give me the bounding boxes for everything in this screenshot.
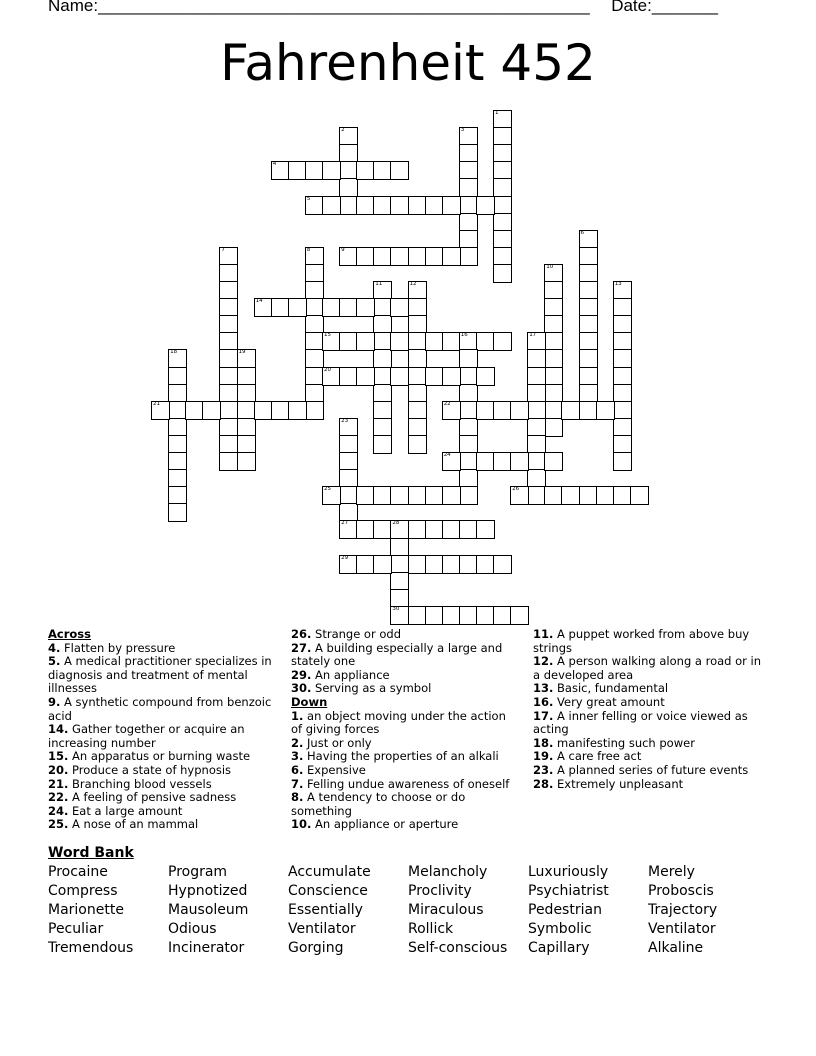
clue-text: A tendency to choose or do something	[291, 790, 466, 818]
clue-item	[533, 750, 769, 764]
clue-text: Strange or odd	[315, 627, 401, 641]
clue-item	[533, 737, 769, 751]
clue-item	[533, 764, 769, 778]
clue-number-label: 20.	[48, 762, 69, 777]
word-bank-word: Merely	[648, 864, 695, 880]
clue-item	[291, 818, 517, 832]
word-bank-word: Alkaline	[648, 940, 704, 956]
clue-number-label: 15.	[48, 749, 69, 764]
word-bank-word: Ventilator	[648, 921, 716, 937]
clue-number: 11	[375, 281, 383, 287]
clue-item	[48, 791, 274, 805]
clue-number: 26	[512, 486, 520, 493]
clue-number: 27	[341, 520, 349, 527]
clue-number: 8	[306, 246, 311, 253]
clue-number-label: 10.	[291, 817, 312, 832]
word-bank	[48, 863, 788, 958]
clue-item	[291, 791, 517, 818]
crossword-cell[interactable]	[476, 520, 495, 539]
clue-number-label: 28.	[533, 776, 554, 791]
clue-text: Just or only	[307, 735, 372, 750]
clue-item	[48, 723, 274, 750]
word-bank-word: Gorging	[288, 940, 344, 956]
crossword-cell[interactable]	[151, 401, 170, 420]
clue-item	[291, 628, 517, 642]
crossword-cell[interactable]	[596, 401, 615, 420]
down-clues-list	[291, 710, 517, 832]
date-blank[interactable]: _______	[651, 0, 719, 15]
word-bank-word: Ventilator	[288, 921, 356, 937]
crossword-cell[interactable]	[442, 196, 461, 215]
clue-number: 1	[495, 110, 499, 116]
clue-item	[533, 710, 769, 737]
clue-item	[48, 655, 274, 696]
word-bank-word: Symbolic	[528, 921, 592, 937]
word-bank-word: Miraculous	[408, 902, 484, 918]
clue-number: 7	[221, 246, 225, 253]
word-bank-word: Proboscis	[648, 883, 714, 899]
clue-item	[533, 682, 769, 696]
clue-item	[48, 750, 274, 764]
clue-number-label: 12.	[533, 654, 554, 669]
clue-item	[291, 642, 517, 669]
across-clues-list	[48, 642, 274, 832]
clue-text: Branching blood vessels	[72, 776, 212, 791]
crossword-cell[interactable]	[408, 435, 427, 454]
clue-number-label: 7.	[291, 776, 304, 791]
clue-number: 23	[341, 417, 349, 424]
clue-text: A medical practitioner specializes in diagnosis and treatment of mental illnesses	[48, 654, 272, 696]
clue-number-label: 30.	[291, 681, 312, 696]
clue-text: An apparatus or burning waste	[72, 749, 251, 764]
crossword-cell[interactable]	[390, 332, 409, 351]
crossword-cell[interactable]	[288, 401, 307, 420]
puzzle-title: Fahrenheit 452	[220, 34, 596, 92]
clue-text: Expensive	[307, 762, 366, 777]
clue-number-label: 29.	[291, 667, 312, 682]
clue-text: A person walking along a road or in a developed area	[533, 654, 762, 682]
clue-number-label: 6.	[291, 762, 304, 777]
crossword-cell[interactable]	[544, 452, 563, 471]
clue-number: 5	[306, 195, 311, 202]
clue-number-label: 18.	[533, 735, 554, 750]
clue-number: 16	[460, 332, 468, 339]
clue-text: A building especially a large and stately one	[291, 640, 503, 669]
word-bank-word: Procaine	[48, 864, 108, 880]
clue-item	[48, 805, 274, 819]
clue-text: A inner felling or voice viewed as acting	[533, 708, 748, 737]
clue-text: an object moving under the action of giving forces	[291, 708, 506, 737]
crossword-cell[interactable]	[390, 367, 409, 386]
clue-item	[291, 682, 517, 696]
clue-number-label: 17.	[533, 708, 554, 723]
clue-number: 2	[341, 127, 345, 134]
crossword-cell[interactable]	[356, 298, 375, 317]
clue-number: 24	[443, 452, 451, 458]
crossword-cell[interactable]	[168, 503, 187, 522]
clue-item	[291, 710, 517, 737]
clue-text: Flatten by pressure	[64, 640, 176, 655]
word-bank-word: Tremendous	[48, 940, 134, 956]
clue-item	[533, 778, 769, 792]
clue-number-label: 23.	[533, 762, 554, 777]
clue-text: Basic, fundamental	[557, 681, 669, 696]
crossword-cell[interactable]	[305, 401, 324, 420]
clue-number: 20	[324, 366, 331, 373]
word-bank-word: Compress	[48, 883, 118, 899]
crossword-cell[interactable]	[476, 367, 495, 386]
clue-text: manifesting such power	[557, 735, 695, 750]
crossword-cell[interactable]	[459, 247, 478, 266]
crossword-cell[interactable]	[442, 247, 461, 266]
clue-text: An appliance	[315, 667, 390, 682]
clue-number-label: 16.	[533, 694, 554, 709]
clue-number-label: 21.	[48, 776, 69, 791]
crossword-cell[interactable]	[237, 452, 256, 471]
clue-item	[291, 750, 517, 764]
clue-text: Extremely unpleasant	[557, 776, 684, 791]
clue-number: 19	[238, 349, 246, 356]
clue-number: 28	[392, 520, 400, 527]
crossword-cell[interactable]	[322, 486, 341, 505]
clue-number-label: 4.	[48, 640, 61, 655]
clue-text: A planned series of future events	[557, 762, 749, 777]
down-heading: Down	[291, 694, 328, 709]
clue-number-label: 25.	[48, 817, 69, 832]
crossword-cell[interactable]	[442, 452, 461, 471]
clue-number-label: 13.	[533, 681, 554, 696]
clue-number: 13	[614, 281, 622, 287]
clue-number: 29	[341, 554, 349, 561]
word-bank-word: Proclivity	[408, 883, 472, 899]
clue-number-label: 3.	[291, 749, 304, 764]
down-clues-list-continued	[533, 628, 769, 791]
crossword-cell[interactable]	[476, 196, 495, 215]
clue-text: Produce a state of hypnosis	[72, 762, 232, 777]
word-bank-word: Psychiatrist	[528, 883, 609, 899]
clue-item	[291, 669, 517, 683]
clue-number-label: 26.	[291, 627, 312, 641]
clue-number: 18	[170, 349, 178, 356]
clue-number: 9	[341, 246, 345, 253]
clue-text: Very great amount	[557, 694, 665, 709]
clue-item	[291, 778, 517, 792]
clue-number: 15	[324, 332, 331, 339]
word-bank-word: Melancholy	[408, 864, 488, 880]
crossword-cell[interactable]	[373, 435, 392, 454]
word-bank-word: Conscience	[288, 883, 368, 899]
across-heading: Across	[48, 627, 91, 641]
crossword-cell[interactable]	[459, 486, 478, 505]
word-bank-word: Self-conscious	[408, 940, 508, 956]
clue-item	[48, 764, 274, 778]
clue-text: Serving as a symbol	[315, 681, 432, 696]
crossword-cell[interactable]	[390, 161, 409, 180]
clue-column-3	[533, 628, 769, 791]
crossword-cell[interactable]	[510, 452, 529, 471]
clue-number: 14	[255, 298, 263, 305]
clue-number: 10	[546, 263, 554, 270]
clue-item	[48, 818, 274, 832]
crossword-cell[interactable]	[322, 196, 341, 215]
clue-number-label: 11.	[533, 627, 554, 641]
word-bank-word: Accumulate	[288, 864, 371, 880]
clue-number-label: 22.	[48, 790, 69, 805]
word-bank-word: Marionette	[48, 902, 124, 918]
word-bank-title: Word Bank	[48, 845, 134, 861]
crossword-cell[interactable]	[322, 161, 341, 180]
crossword-cell[interactable]	[544, 418, 563, 437]
name-blank[interactable]: ____________________________________________________	[98, 0, 590, 15]
crossword-cell[interactable]	[510, 606, 529, 625]
clue-number-label: 19.	[533, 749, 554, 764]
clue-number: 4	[272, 161, 277, 168]
crossword-cell[interactable]	[510, 401, 529, 420]
crossword-cell[interactable]	[493, 264, 512, 283]
clue-number: 12	[409, 281, 417, 287]
crossword-cell[interactable]	[442, 486, 461, 505]
clue-number: 22	[443, 400, 451, 407]
crossword-cell[interactable]	[202, 401, 221, 420]
word-bank-word: Rollick	[408, 921, 454, 937]
crossword-cell[interactable]	[561, 401, 580, 420]
clue-item	[48, 696, 274, 723]
clue-text: A puppet worked from above buy strings	[533, 627, 750, 655]
word-bank-word: Program	[168, 864, 228, 880]
clue-column-2	[291, 628, 517, 832]
clue-column-1	[48, 628, 274, 832]
clue-number: 30	[392, 605, 400, 612]
clue-item	[291, 737, 517, 751]
clue-item	[291, 764, 517, 778]
clue-text: Having the properties of an alkali	[307, 749, 499, 764]
crossword-cell[interactable]	[373, 555, 392, 574]
name-label: Name:	[48, 0, 99, 15]
word-bank-word: Hypnotized	[168, 883, 248, 899]
word-bank-word: Essentially	[288, 902, 363, 918]
clue-number-label: 27.	[291, 640, 312, 655]
word-bank-word: Pedestrian	[528, 902, 602, 918]
crossword-cell[interactable]	[442, 401, 461, 420]
word-bank-word: Odious	[168, 921, 217, 937]
clue-number-label: 8.	[291, 790, 304, 805]
clue-item	[533, 696, 769, 710]
clue-number-label: 14.	[48, 722, 69, 737]
crossword-cell[interactable]	[356, 367, 375, 386]
clue-number: 17	[529, 332, 537, 339]
clue-text: An appliance or aperture	[315, 817, 459, 832]
clue-number-label: 1.	[291, 708, 304, 723]
crossword-cell[interactable]	[630, 486, 649, 505]
clue-item	[48, 642, 274, 656]
clue-item	[533, 655, 769, 682]
clue-number: 21	[153, 400, 160, 407]
clue-text: A care free act	[557, 749, 642, 764]
clue-number-label: 24.	[48, 803, 69, 818]
crossword-cell[interactable]	[356, 332, 375, 351]
word-bank-word: Luxuriously	[528, 864, 609, 880]
crossword-cell[interactable]	[493, 555, 512, 574]
clue-number-label: 9.	[48, 694, 61, 709]
clue-item	[533, 628, 769, 655]
crossword-cell[interactable]	[442, 367, 461, 386]
clue-text: Eat a large amount	[72, 803, 183, 818]
crossword-cell[interactable]	[510, 486, 529, 505]
date-label: Date:	[611, 0, 652, 15]
clue-number-label: 5.	[48, 654, 61, 669]
crossword-cell[interactable]	[493, 332, 512, 351]
clue-number: 6	[580, 229, 584, 236]
clue-text: Gather together or acquire an increasing number	[48, 722, 245, 750]
clue-number: 3	[460, 127, 465, 134]
clue-text: A feeling of pensive sadness	[72, 790, 237, 805]
across-clues-list-continued	[291, 628, 517, 696]
crossword-cell[interactable]	[390, 298, 409, 317]
word-bank-word: Capillary	[528, 940, 590, 956]
word-bank-word: Mausoleum	[168, 902, 249, 918]
clue-text: Felling undue awareness of oneself	[307, 776, 510, 791]
clue-text: A nose of an mammal	[72, 817, 199, 832]
word-bank-word: Peculiar	[48, 921, 104, 937]
crossword-cell[interactable]	[613, 452, 632, 471]
word-bank-word: Trajectory	[648, 902, 718, 918]
clue-number-label: 2.	[291, 735, 304, 750]
clue-item	[48, 778, 274, 792]
word-bank-word: Incinerator	[168, 940, 245, 956]
clue-text: A synthetic compound from benzoic acid	[48, 694, 272, 723]
clue-number: 25	[324, 486, 331, 493]
crossword-cell[interactable]	[288, 298, 307, 317]
